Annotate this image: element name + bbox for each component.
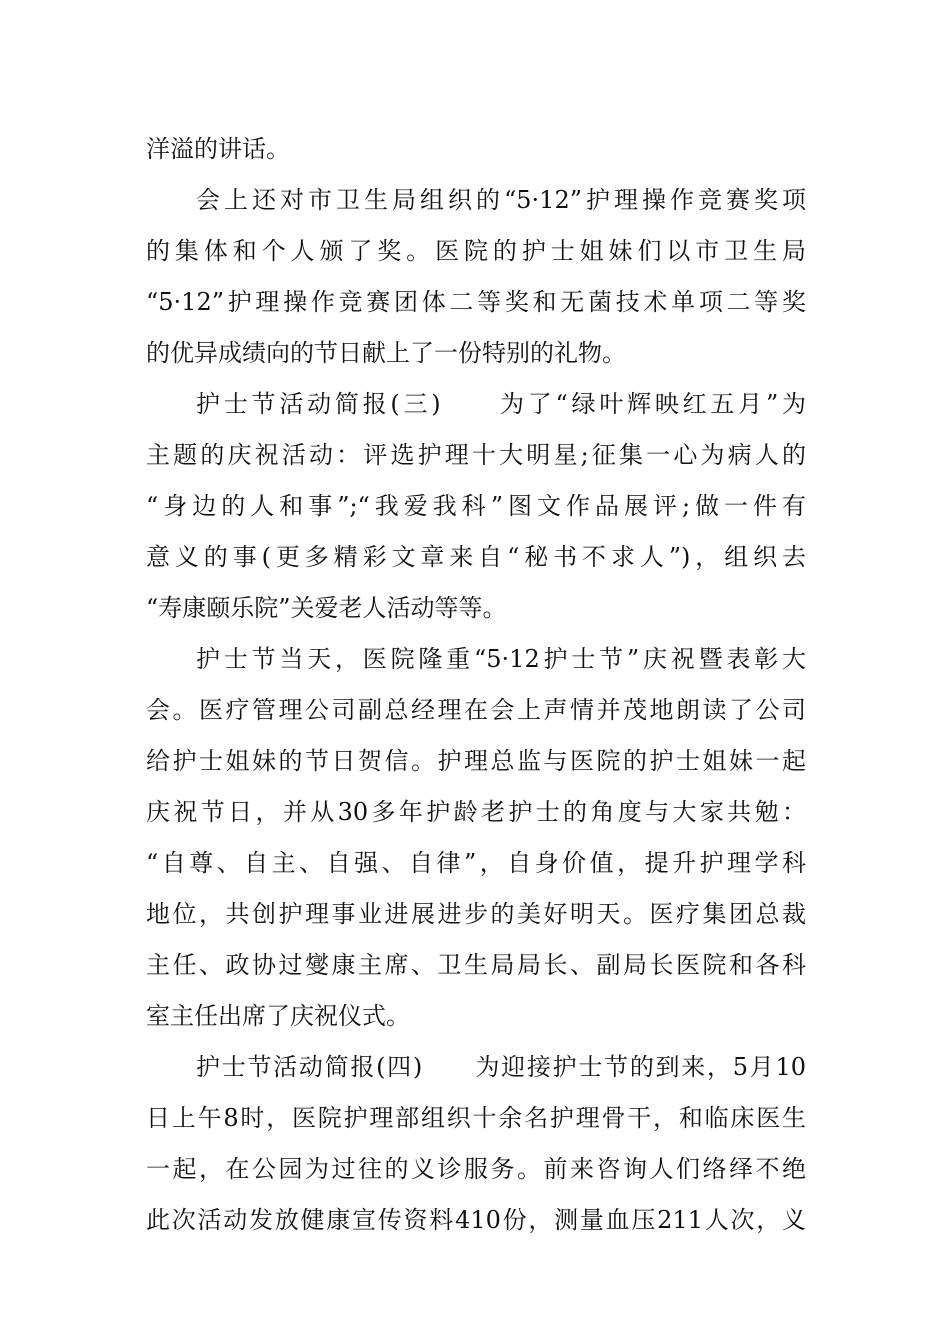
text-line: “寿康颐乐院”关爱老人活动等等。 [146,594,507,622]
text-line: 地位，共创护理事业进展进步的美好明天。医疗集团总裁 [146,900,806,928]
text-line: 此次活动发放健康宣传资料410份，测量血压211人次，义 [146,1206,806,1234]
text-line: 护士节活动简报(三) 为了“绿叶辉映红五月”为 [196,390,806,418]
text-line: 室主任出席了庆祝仪式。 [146,1002,410,1030]
document-body [146,124,806,1246]
text-line: 的优异成绩向的节日献上了一份特别的礼物。 [146,339,626,367]
text-line: 护士节活动简报(四) 为迎接护士节的到来，5月10 [196,1053,806,1081]
text-line: 主任、政协过燮康主席、卫生局局长、副局长医院和各科 [146,951,806,979]
text-line: 护士节当天，医院隆重“5·12护士节”庆祝暨表彰大 [196,645,806,673]
text-line: 给护士姐妹的节日贺信。护理总监与医院的护士姐妹一起 [146,747,806,775]
text-line: 一起，在公园为过往的义诊服务。前来咨询人们络绎不绝 [146,1155,806,1183]
text-line: “5·12”护理操作竞赛团体二等奖和无菌技术单项二等奖 [146,288,806,316]
text-line: 日上午8时，医院护理部组织十余名护理骨干，和临床医生 [146,1104,806,1132]
text-line: 意义的事(更多精彩文章来自“秘书不求人”)，组织去 [146,543,806,571]
text-line: 的集体和个人颁了奖。医院的护士姐妹们以市卫生局 [146,237,806,265]
text-line: “自尊、自主、自强、自律”，自身价值，提升护理学科 [146,849,806,877]
text-line: 洋溢的讲话。 [146,135,290,163]
text-line: 主题的庆祝活动：评选护理十大明星;征集一心为病人的 [146,441,806,469]
text-line: “身边的人和事”;“我爱我科”图文作品展评;做一件有 [146,492,806,520]
text-line: 会。医疗管理公司副总经理在会上声情并茂地朗读了公司 [146,696,806,724]
text-line: 会上还对市卫生局组织的“5·12”护理操作竞赛奖项 [196,186,806,214]
text-line: 庆祝节日，并从30多年护龄老护士的角度与大家共勉： [146,798,806,826]
